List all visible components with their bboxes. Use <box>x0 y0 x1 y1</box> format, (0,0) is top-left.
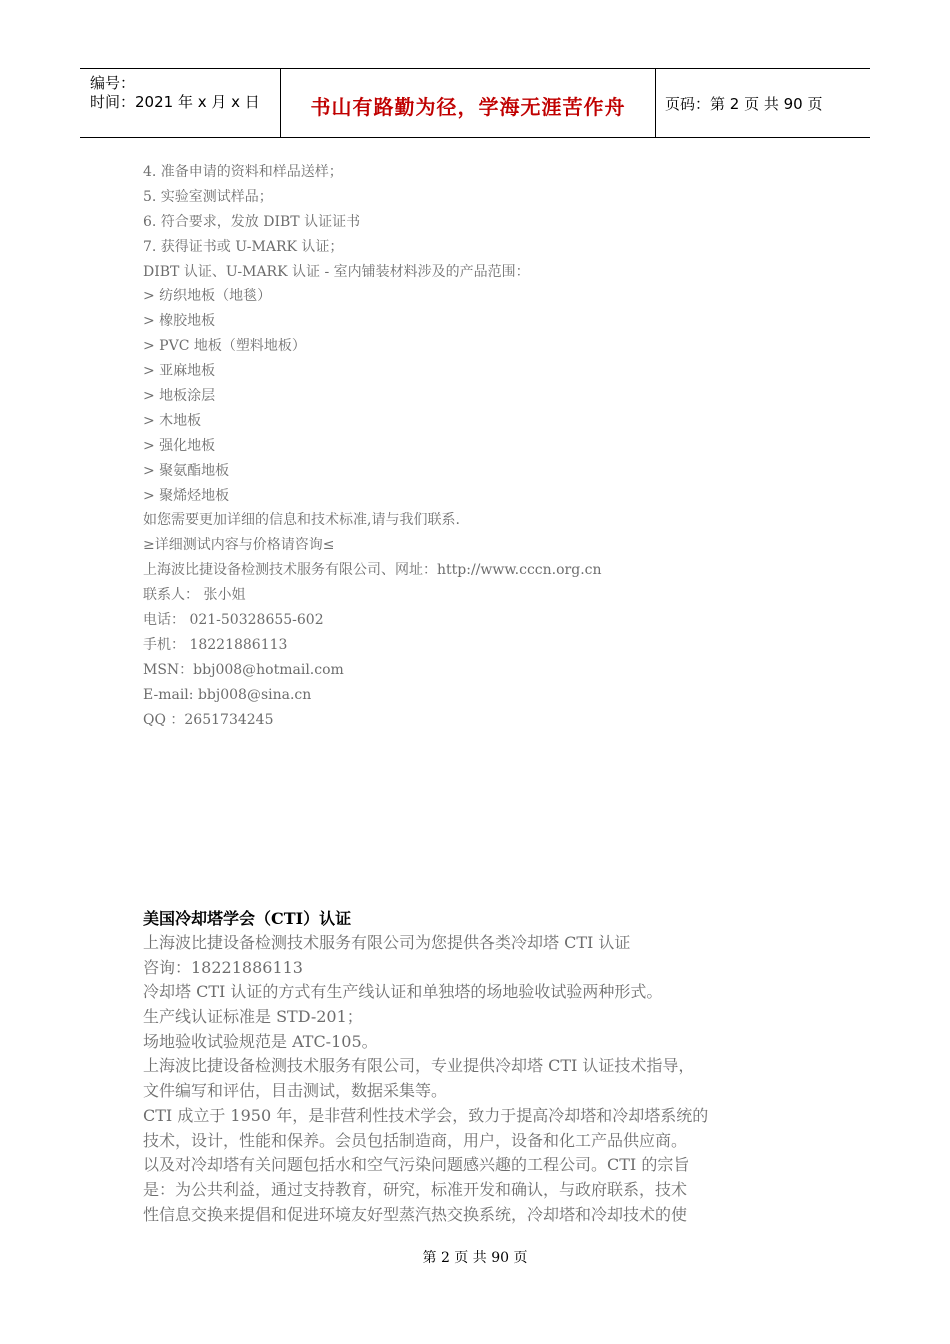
header-motto: 书山有路勤为径，学海无涯苦作舟 <box>310 95 626 119</box>
text-line: ≥详细测试内容与价格请咨询≤ <box>143 537 335 554</box>
text-line: 6. 符合要求，发放 DIBT 认证证书 <box>143 213 361 230</box>
page-header <box>80 68 870 138</box>
paragraph-line: 生产线认证标准是 STD-201； <box>143 1007 363 1027</box>
text-line: 5. 实验室测试样品； <box>143 188 273 205</box>
cti-section-title: 美国冷却塔学会（CTI）认证 <box>143 909 352 928</box>
text-line: MSN：bbj008@hotmail.com <box>143 661 344 678</box>
text-line: > 木地板 <box>143 412 202 429</box>
header-page-number: 页码：第 2 页 共 90 页 <box>665 95 823 113</box>
text-line: > PVC 地板（塑料地板） <box>143 338 306 355</box>
certification-steps-section <box>143 160 863 732</box>
text-line: > 聚氨酯地板 <box>143 462 230 479</box>
paragraph-line: 上海波比捷设备检测技术服务有限公司为您提供各类冷却塔 CTI 认证 <box>143 933 631 952</box>
paragraph-line: 场地验收试验规范是 ATC-105。 <box>143 1031 378 1051</box>
text-line: > 纺织地板（地毯） <box>143 288 272 305</box>
page-footer: 第 2 页 共 90 页 <box>422 1250 528 1266</box>
text-line: DIBT 认证、U-MARK 认证 - 室内铺装材料涉及的产品范围： <box>143 263 530 280</box>
text-line: 上海波比捷设备检测技术服务有限公司、网址：http://www.cccn.org.cn <box>143 562 602 579</box>
paragraph-line: 是：为公共利益，通过支持教育，研究，标准开发和确认，与政府联系，技术 <box>143 1179 688 1199</box>
text-line: 4. 准备申请的资料和样品送样； <box>143 164 343 180</box>
text-line: 7. 获得证书或 U-MARK 认证； <box>143 238 344 255</box>
paragraph-line: 上海波比捷设备检测技术服务有限公司，专业提供冷却塔 CTI 认证技术指导， <box>143 1056 695 1076</box>
cti-section-body <box>143 931 808 1227</box>
paragraph-line: CTI 成立于 1950 年，是非营利性技术学会，致力于提高冷却塔和冷却塔系统的 <box>143 1105 709 1125</box>
paragraph-line: 冷却塔 CTI 认证的方式有生产线认证和单独塔的场地验收试验两种形式。 <box>143 982 663 1002</box>
header-left-cell <box>80 69 280 137</box>
paragraph-line: 技术，设计，性能和保养。会员包括制造商，用户，设备和化工产品供应商。 <box>143 1130 688 1150</box>
document-time-label: 时间：2021 年 x 月 x 日 <box>90 93 260 111</box>
text-line: QQ ：2651734245 <box>143 711 274 728</box>
text-line: 联系人： 张小姐 <box>143 587 246 604</box>
paragraph-line: 咨询：18221886113 <box>143 957 303 977</box>
paragraph-line: 文件编写和评估，目击测试，数据采集等。 <box>143 1081 448 1101</box>
paragraph-line: 性信息交换来提倡和促进环境友好型蒸汽热交换系统，冷却塔和冷却技术的使 <box>143 1204 688 1224</box>
text-line: > 聚烯烃地板 <box>143 487 230 504</box>
document-number-label: 编号： <box>90 74 136 92</box>
text-line: 如您需要更加详细的信息和技术标准,请与我们联系. <box>143 512 460 529</box>
paragraph-line: 以及对冷却塔有关问题包括水和空气污染问题感兴趣的工程公司。CTI 的宗旨 <box>143 1155 690 1175</box>
header-page-cell <box>655 69 870 137</box>
text-line: 手机： 18221886113 <box>143 636 288 653</box>
text-line: E-mail: bbj008@sina.cn <box>143 686 312 703</box>
text-line: > 强化地板 <box>143 437 216 454</box>
text-line: > 橡胶地板 <box>143 313 216 330</box>
text-line: 电话： 021-50328655-602 <box>143 612 324 629</box>
text-line: > 地板涂层 <box>143 388 216 405</box>
header-motto-cell <box>280 69 656 137</box>
text-line: > 亚麻地板 <box>143 363 216 380</box>
